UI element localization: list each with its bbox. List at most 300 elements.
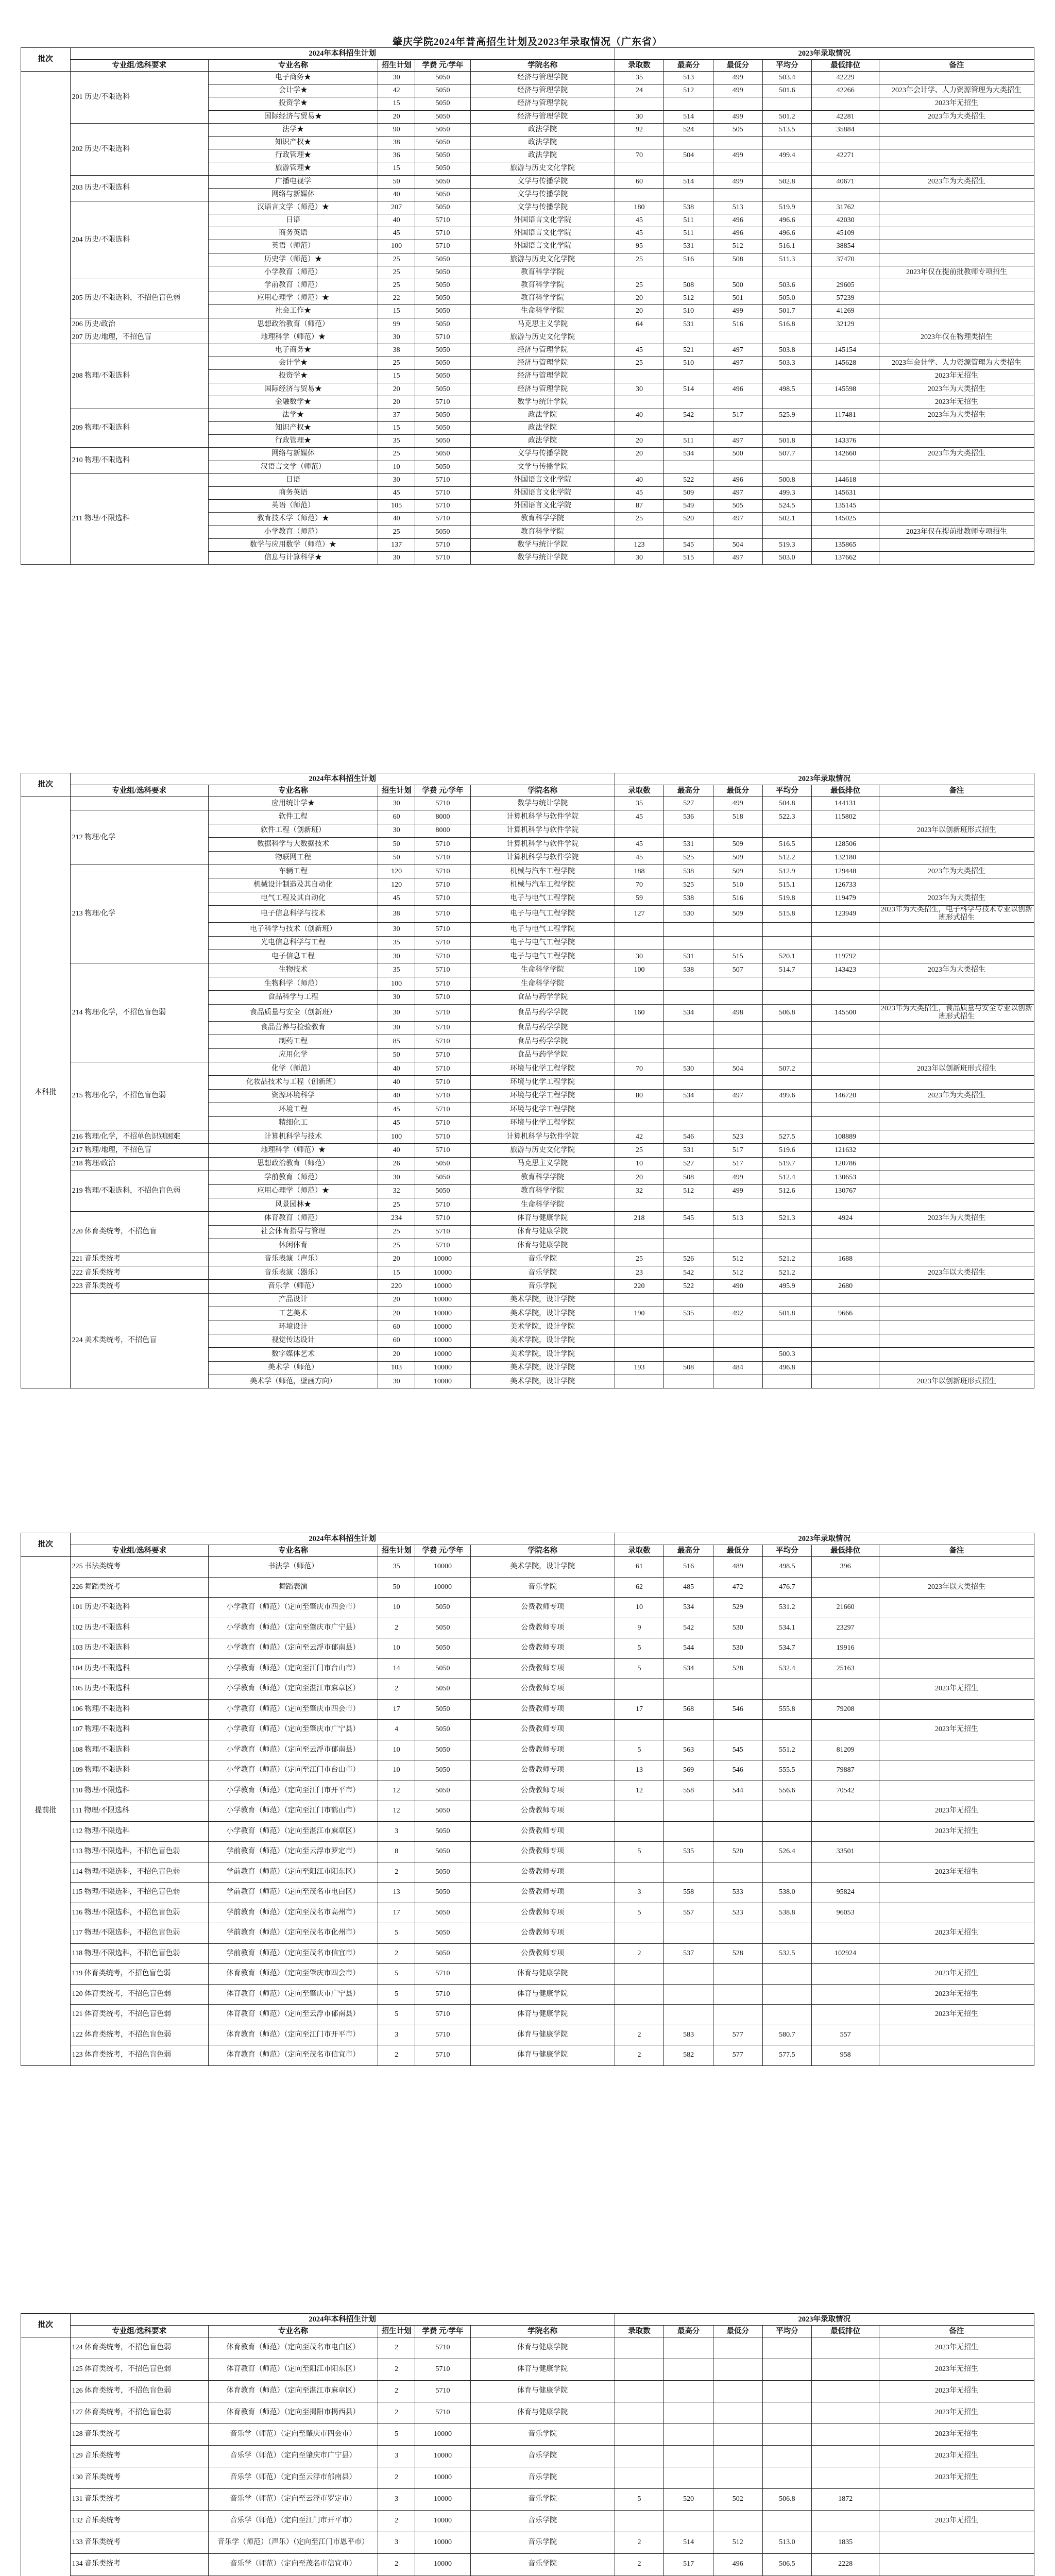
min-rank-cell: 42271: [812, 149, 879, 162]
tuition-cell: 5050: [415, 1171, 470, 1184]
column-header: 学费 元/学年: [415, 2326, 470, 2337]
tuition-cell: 5710: [415, 1062, 470, 1076]
college-cell: 体育与健康学院: [470, 2337, 615, 2359]
remark-cell: [879, 797, 1034, 810]
remark-cell: [879, 1320, 1034, 1334]
column-header: 最低排位: [812, 2326, 879, 2337]
college-cell: 计算机科学与软件学院: [470, 824, 615, 837]
max-score-cell: 531: [664, 838, 713, 851]
header-batch: 批次: [21, 2314, 71, 2337]
min-score-cell: 499: [713, 305, 762, 318]
plan-cell: 20: [378, 396, 415, 409]
remark-cell: 2023年为大类招生: [879, 448, 1034, 461]
tuition-cell: 10000: [415, 1557, 470, 1578]
college-cell: 美术学院，设计学院: [470, 1375, 615, 1388]
plan-cell: 30: [378, 991, 415, 1004]
remark-cell: 2023年无招生: [879, 1862, 1034, 1883]
college-cell: 公费教师专项: [470, 1943, 615, 1964]
college-cell: 环境与化学工程学院: [470, 1089, 615, 1103]
tuition-cell: 5710: [415, 1103, 470, 1116]
tuition-cell: 5710: [415, 2402, 470, 2424]
min-score-cell: [713, 162, 762, 175]
admit-count-cell: [615, 1984, 664, 2005]
college-cell: 旅游与历史文化学院: [470, 253, 615, 266]
plan-cell: 40: [378, 1089, 415, 1103]
min-score-cell: 510: [713, 878, 762, 892]
college-cell: 政法学院: [470, 123, 615, 136]
tuition-cell: 5710: [415, 1212, 470, 1225]
admit-count-cell: [615, 1679, 664, 1700]
min-rank-cell: 1872: [812, 2489, 879, 2511]
plan-cell: 15: [378, 422, 415, 435]
plan-cell: 25: [378, 1239, 415, 1252]
min-rank-cell: 38854: [812, 240, 879, 253]
major-cell: 体育教育（师范）（定向至湛江市麻章区）: [208, 2381, 378, 2402]
remark-cell: [879, 1157, 1034, 1171]
tuition-cell: 8000: [415, 824, 470, 837]
min-rank-cell: 145154: [812, 344, 879, 357]
college-cell: 电子与电气工程学院: [470, 950, 615, 963]
plan-cell: 220: [378, 1280, 415, 1293]
admit-count-cell: [615, 1021, 664, 1035]
avg-score-cell: 503.4: [762, 72, 812, 84]
plan-cell: 100: [378, 240, 415, 253]
college-cell: 公费教师专项: [470, 1821, 615, 1842]
tuition-cell: 5050: [415, 1781, 470, 1801]
tuition-cell: 5710: [415, 2381, 470, 2402]
tuition-cell: 5050: [415, 422, 470, 435]
admit-count-cell: [615, 162, 664, 175]
plan-cell: 5: [378, 1964, 415, 1985]
max-score-cell: [664, 1923, 713, 1944]
plan-cell: 99: [378, 318, 415, 331]
plan-cell: 20: [378, 1348, 415, 1361]
min-score-cell: [713, 2381, 762, 2402]
min-score-cell: 496: [713, 2554, 762, 2575]
table-row: [21, 1280, 1034, 1293]
min-score-cell: [713, 1679, 762, 1700]
min-rank-cell: [812, 1062, 879, 1076]
major-cell: 数据科学与大数据技术: [208, 838, 378, 851]
plan-cell: 20: [378, 110, 415, 123]
plan-cell: 12: [378, 1801, 415, 1822]
tuition-cell: 10000: [415, 2489, 470, 2511]
group-cell: 225 书法类统考: [70, 1557, 208, 1578]
plan-cell: 25: [378, 1198, 415, 1211]
group-cell: 104 历史/不限选科: [70, 1658, 208, 1679]
admit-count-cell: [615, 1801, 664, 1822]
tuition-cell: 5050: [415, 1923, 470, 1944]
max-score-cell: 508: [664, 279, 713, 292]
college-cell: 数学与统计学院: [470, 396, 615, 409]
max-score-cell: 558: [664, 1781, 713, 1801]
max-score-cell: 511: [664, 435, 713, 448]
major-cell: 地理科学（师范）★: [208, 331, 378, 344]
min-rank-cell: 42030: [812, 214, 879, 227]
major-cell: 化妆品技术与工程（创新班）: [208, 1076, 378, 1089]
max-score-cell: [664, 991, 713, 1004]
tuition-cell: 5710: [415, 838, 470, 851]
min-rank-cell: 135145: [812, 500, 879, 513]
min-rank-cell: 57239: [812, 292, 879, 305]
min-score-cell: 499: [713, 1171, 762, 1184]
plan-cell: 25: [378, 357, 415, 370]
plan-cell: 40: [378, 1076, 415, 1089]
group-cell: 129 音乐类统考: [70, 2446, 208, 2467]
tuition-cell: 5050: [415, 1618, 470, 1638]
admit-count-cell: 3: [615, 1883, 664, 1903]
min-rank-cell: 2680: [812, 1280, 879, 1293]
major-cell: 风景园林★: [208, 1198, 378, 1211]
major-cell: 电子信息科学与技术: [208, 906, 378, 923]
min-score-cell: [713, 1720, 762, 1740]
remark-cell: [879, 1638, 1034, 1659]
admit-count-cell: [615, 2424, 664, 2446]
column-header: 录取数: [615, 60, 664, 72]
remark-cell: 2023年无招生: [879, 1964, 1034, 1985]
remark-cell: [879, 551, 1034, 564]
major-cell: 体育教育（师范）: [208, 1212, 378, 1225]
major-cell: 社会工作★: [208, 305, 378, 318]
group-cell: 111 物理/不限选科: [70, 1801, 208, 1822]
min-rank-cell: 145628: [812, 357, 879, 370]
major-cell: 舞蹈表演: [208, 1577, 378, 1598]
min-score-cell: [713, 1225, 762, 1239]
avg-score-cell: 534.7: [762, 1638, 812, 1659]
min-score-cell: 508: [713, 253, 762, 266]
admit-count-cell: 5: [615, 1842, 664, 1862]
avg-score-cell: 524.5: [762, 500, 812, 513]
avg-score-cell: 501.8: [762, 1307, 812, 1320]
plan-cell: 60: [378, 810, 415, 824]
admit-count-cell: 188: [615, 865, 664, 878]
min-rank-cell: 1835: [812, 2532, 879, 2554]
admit-count-cell: 80: [615, 1089, 664, 1103]
remark-cell: 2023年无招生: [879, 97, 1034, 110]
remark-cell: [879, 1903, 1034, 1923]
plan-cell: 137: [378, 538, 415, 551]
admit-count-cell: 25: [615, 357, 664, 370]
remark-cell: [879, 977, 1034, 990]
avg-score-cell: 531.2: [762, 1598, 812, 1618]
min-score-cell: 513: [713, 201, 762, 214]
avg-score-cell: 496.6: [762, 227, 812, 240]
group-cell: 214 物理/化学，不招色盲色弱: [70, 963, 208, 1062]
remark-cell: 2023年会计学、人力资源管理为大类招生: [879, 357, 1034, 370]
admit-count-cell: 2: [615, 2025, 664, 2045]
min-score-cell: [713, 1198, 762, 1211]
max-score-cell: 527: [664, 1157, 713, 1171]
major-cell: 电子商务★: [208, 344, 378, 357]
min-score-cell: [713, 2467, 762, 2489]
max-score-cell: 545: [664, 1212, 713, 1225]
remark-cell: [879, 1239, 1034, 1252]
group-cell: 226 舞蹈类统考: [70, 1577, 208, 1598]
avg-score-cell: 522.3: [762, 810, 812, 824]
college-cell: 文学与传播学院: [470, 188, 615, 201]
college-cell: 机械与汽车工程学院: [470, 865, 615, 878]
college-cell: 音乐学院: [470, 1577, 615, 1598]
college-cell: 音乐学院: [470, 1252, 615, 1266]
plan-cell: 50: [378, 1048, 415, 1062]
table-row: [21, 1679, 1034, 1700]
remark-cell: [879, 279, 1034, 292]
admit-count-cell: [615, 331, 664, 344]
admit-count-cell: 30: [615, 110, 664, 123]
column-header: 专业名称: [208, 2326, 378, 2337]
college-cell: 食品与药学学院: [470, 991, 615, 1004]
remark-cell: [879, 1760, 1034, 1781]
tuition-cell: 10000: [415, 2554, 470, 2575]
min-rank-cell: 45109: [812, 227, 879, 240]
college-cell: 外国语言文化学院: [470, 500, 615, 513]
min-score-cell: 515: [713, 950, 762, 963]
max-score-cell: [664, 1334, 713, 1347]
max-score-cell: 537: [664, 1943, 713, 1964]
plan-cell: 10: [378, 461, 415, 473]
min-score-cell: 533: [713, 1903, 762, 1923]
column-header: 最高分: [664, 785, 713, 797]
min-score-cell: [713, 923, 762, 936]
remark-cell: [879, 1883, 1034, 1903]
min-rank-cell: [812, 1116, 879, 1130]
tuition-cell: 5050: [415, 1184, 470, 1198]
min-score-cell: [713, 2337, 762, 2359]
major-cell: 小学教育（师范）（定向至江门市开平市）: [208, 1781, 378, 1801]
min-rank-cell: 145631: [812, 487, 879, 500]
max-score-cell: 582: [664, 2045, 713, 2066]
max-score-cell: [664, 1293, 713, 1307]
min-score-cell: [713, 1035, 762, 1048]
college-cell: 食品与药学学院: [470, 1021, 615, 1035]
admit-count-cell: 20: [615, 1171, 664, 1184]
table-row: [21, 1821, 1034, 1842]
column-header: 招生计划: [378, 1545, 415, 1557]
remark-cell: [879, 851, 1034, 865]
major-cell: 学前教育（师范）（定向至茂名市高州市）: [208, 1903, 378, 1923]
remark-cell: [879, 72, 1034, 84]
admit-count-cell: [615, 1720, 664, 1740]
major-cell: 国际经济与贸易★: [208, 110, 378, 123]
tuition-cell: 5710: [415, 1964, 470, 1985]
tuition-cell: 5050: [415, 1943, 470, 1964]
avg-score-cell: [762, 824, 812, 837]
college-cell: 生命科学学院: [470, 963, 615, 977]
max-score-cell: [664, 923, 713, 936]
college-cell: 体育与健康学院: [470, 1239, 615, 1252]
college-cell: 公费教师专项: [470, 1923, 615, 1944]
max-score-cell: [664, 461, 713, 473]
major-cell: 行政管理★: [208, 435, 378, 448]
max-score-cell: 520: [664, 2489, 713, 2511]
group-cell: 217 物理/地理，不招色盲: [70, 1144, 208, 1157]
remark-cell: [879, 305, 1034, 318]
major-cell: 应用化学: [208, 1048, 378, 1062]
table-row: [21, 1252, 1034, 1266]
min-score-cell: [713, 188, 762, 201]
college-cell: 公费教师专项: [470, 1618, 615, 1638]
avg-score-cell: 512.4: [762, 1171, 812, 1184]
remark-cell: [879, 1943, 1034, 1964]
admit-count-cell: [615, 1293, 664, 1307]
remark-cell: 2023年无招生: [879, 1720, 1034, 1740]
major-cell: 生物科学（师范）: [208, 977, 378, 990]
admit-count-cell: 25: [615, 1144, 664, 1157]
tuition-cell: 10000: [415, 1577, 470, 1598]
tuition-cell: 5050: [415, 448, 470, 461]
max-score-cell: 525: [664, 851, 713, 865]
min-rank-cell: 19916: [812, 1638, 879, 1659]
max-score-cell: 531: [664, 1144, 713, 1157]
admit-count-cell: 45: [615, 838, 664, 851]
tuition-cell: 5710: [415, 865, 470, 878]
min-score-cell: 512: [713, 240, 762, 253]
admit-count-cell: [615, 824, 664, 837]
min-score-cell: [713, 396, 762, 409]
college-cell: 旅游与历史文化学院: [470, 1144, 615, 1157]
remark-cell: 2023年以大类招生: [879, 1266, 1034, 1279]
table-row: [21, 2511, 1034, 2532]
remark-cell: [879, 240, 1034, 253]
avg-score-cell: 504.8: [762, 797, 812, 810]
admit-count-cell: 60: [615, 175, 664, 188]
plan-cell: 120: [378, 878, 415, 892]
min-rank-cell: 79887: [812, 1760, 879, 1781]
major-cell: 制药工程: [208, 1035, 378, 1048]
tuition-cell: 5710: [415, 797, 470, 810]
remark-cell: 2023年以创新班形式招生: [879, 1375, 1034, 1388]
min-rank-cell: 143423: [812, 963, 879, 977]
tuition-cell: 10000: [415, 1307, 470, 1320]
admit-count-cell: [615, 2359, 664, 2381]
max-score-cell: 530: [664, 906, 713, 923]
plan-cell: 90: [378, 123, 415, 136]
plan-cell: 30: [378, 797, 415, 810]
max-score-cell: 510: [664, 357, 713, 370]
max-score-cell: 514: [664, 110, 713, 123]
table-row: [21, 331, 1034, 344]
column-header: 学院名称: [470, 60, 615, 72]
college-cell: 公费教师专项: [470, 1638, 615, 1659]
major-cell: 体育教育（师范）（定向至茂名市信宜市）: [208, 2045, 378, 2066]
major-cell: 商务英语: [208, 227, 378, 240]
remark-cell: [879, 878, 1034, 892]
max-score-cell: 514: [664, 383, 713, 396]
min-rank-cell: 42266: [812, 84, 879, 97]
plan-cell: 10: [378, 1598, 415, 1618]
plan-cell: 17: [378, 1699, 415, 1720]
group-cell: 224 美术类统考，不招色盲: [70, 1293, 208, 1388]
plan-cell: 10: [378, 1740, 415, 1760]
tuition-cell: 5050: [415, 1862, 470, 1883]
plan-cell: 38: [378, 344, 415, 357]
tuition-cell: 10000: [415, 1334, 470, 1347]
major-cell: 数学与应用数学（师范）★: [208, 538, 378, 551]
min-score-cell: 509: [713, 906, 762, 923]
group-cell: 126 体育类统考，不招色盲色弱: [70, 2381, 208, 2402]
tuition-cell: 5050: [415, 526, 470, 538]
college-cell: 音乐学院: [470, 1266, 615, 1279]
max-score-cell: [664, 1239, 713, 1252]
group-cell: 215 物理/化学，不招色盲色弱: [70, 1062, 208, 1130]
group-cell: 131 音乐类统考: [70, 2489, 208, 2511]
tuition-cell: 5050: [415, 279, 470, 292]
remark-cell: 2023年无招生: [879, 2005, 1034, 2025]
college-cell: 政法学院: [470, 435, 615, 448]
plan-cell: 30: [378, 824, 415, 837]
min-score-cell: 529: [713, 1598, 762, 1618]
min-rank-cell: [812, 991, 879, 1004]
group-cell: 223 音乐类统考: [70, 1280, 208, 1293]
admit-count-cell: [615, 2511, 664, 2532]
group-cell: 119 体育类统考，不招色盲色弱: [70, 1964, 208, 1985]
major-cell: 法学★: [208, 123, 378, 136]
tuition-cell: 10000: [415, 2446, 470, 2467]
min-rank-cell: 35884: [812, 123, 879, 136]
avg-score-cell: [762, 1021, 812, 1035]
column-header: 学院名称: [470, 785, 615, 797]
tuition-cell: 5050: [415, 1801, 470, 1822]
plan-cell: 40: [378, 1062, 415, 1076]
plan-cell: 60: [378, 1334, 415, 1347]
column-header: 学院名称: [470, 1545, 615, 1557]
major-cell: 小学教育（师范）（定向至云浮市郁南县）: [208, 1638, 378, 1659]
group-cell: 128 音乐类统考: [70, 2424, 208, 2446]
major-cell: 学前教育（师范）: [208, 1171, 378, 1184]
remark-cell: 2023年仅在提前批教师专项招生: [879, 266, 1034, 279]
group-cell: 220 体育类统考，不招色盲: [70, 1212, 208, 1252]
max-score-cell: [664, 136, 713, 149]
major-cell: 应用心理学（师范）★: [208, 1184, 378, 1198]
avg-score-cell: [762, 1862, 812, 1883]
min-score-cell: [713, 1821, 762, 1842]
admit-count-cell: [615, 2005, 664, 2025]
min-rank-cell: 37470: [812, 253, 879, 266]
college-cell: 公费教师专项: [470, 1598, 615, 1618]
tuition-cell: 5710: [415, 1198, 470, 1211]
column-header: 学费 元/学年: [415, 785, 470, 797]
avg-score-cell: 551.2: [762, 1740, 812, 1760]
tuition-cell: 5710: [415, 906, 470, 923]
min-rank-cell: [812, 1334, 879, 1347]
major-cell: 网络与新媒体: [208, 188, 378, 201]
min-rank-cell: 958: [812, 2045, 879, 2066]
max-score-cell: 504: [664, 149, 713, 162]
admit-count-cell: 2: [615, 2045, 664, 2066]
min-rank-cell: 96053: [812, 1903, 879, 1923]
avg-score-cell: [762, 2467, 812, 2489]
max-score-cell: 526: [664, 1252, 713, 1266]
admit-count-cell: [615, 1375, 664, 1388]
group-cell: 218 物理/政治: [70, 1157, 208, 1171]
group-cell: 132 音乐类统考: [70, 2511, 208, 2532]
admit-count-cell: [615, 2381, 664, 2402]
tuition-cell: 5050: [415, 461, 470, 473]
major-cell: 小学教育（师范）（定向至肇庆市广宁县）: [208, 1720, 378, 1740]
document-title: 肇庆学院2024年普高招生计划及2023年录取情况（广东省）: [392, 37, 662, 47]
table-row: [21, 2554, 1034, 2575]
avg-score-cell: 502.8: [762, 175, 812, 188]
tuition-cell: 5050: [415, 318, 470, 331]
admit-count-cell: 45: [615, 487, 664, 500]
tuition-cell: 5710: [415, 991, 470, 1004]
min-score-cell: 577: [713, 2025, 762, 2045]
group-cell: 125 体育类统考，不招色盲色弱: [70, 2359, 208, 2381]
major-cell: 日语: [208, 473, 378, 486]
remark-cell: [879, 1021, 1034, 1035]
column-header: 平均分: [762, 2326, 812, 2337]
table-row: [21, 344, 1034, 357]
